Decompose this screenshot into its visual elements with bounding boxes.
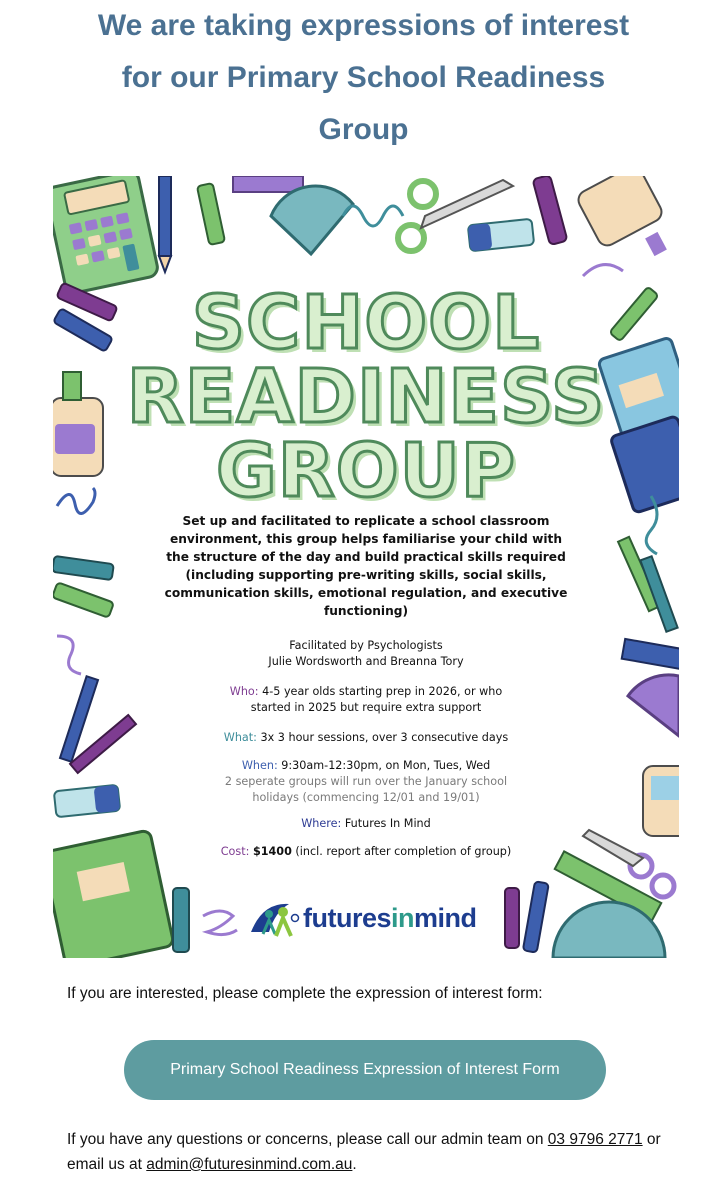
protractor-icon [271, 186, 353, 254]
crayon-icon [173, 888, 189, 952]
who-block [143, 684, 589, 716]
ruler-icon [233, 176, 303, 192]
eraser-icon [54, 785, 120, 818]
who-value-1: 4-5 year olds starting prep in 2026, or who [262, 685, 503, 698]
heading-line-1: We are taking expressions of interest [97, 9, 630, 42]
logo-text-mind: mind [414, 902, 477, 933]
when-value: 9:30am-12:30pm, on Mon, Tues, Wed [281, 759, 491, 772]
contact-middle: or email us at [67, 1131, 661, 1173]
what-label: What: [223, 731, 257, 744]
glue-icon [575, 176, 667, 256]
interest-text: If you are interested, please complete the expression of interest form: [67, 985, 543, 1002]
crayon-icon [505, 888, 519, 948]
crayon-icon [523, 881, 549, 952]
facilitator-names: Julie Wordsworth and Breanna Tory [268, 655, 464, 668]
cost-block [143, 844, 589, 860]
flyer-description: Set up and facilitated to replicate a school classroom environment, this group helps familiarise your child with the structure of the day and build practical skills required (including supporting pre-writing skills, social skills, communication skills, emotional regulation, and executive functioning) [164, 514, 568, 618]
cost-value: $1400 [252, 845, 292, 858]
phone-link[interactable]: 03 9796 2771 [547, 1131, 643, 1148]
expression-of-interest-button[interactable]: Primary School Readiness Expression of Interest Form [124, 1040, 606, 1100]
logo-text-in: in [391, 902, 415, 933]
when-note-1: 2 seperate groups will run over the January school [224, 775, 508, 788]
where-label: Where: [301, 817, 342, 830]
contact-text [67, 1127, 667, 1177]
crayon-icon [533, 176, 568, 245]
pencil-icon [618, 537, 678, 632]
facilitators-block [143, 638, 589, 670]
where-block [143, 816, 589, 832]
pencil-icon [159, 176, 171, 272]
what-block [143, 730, 589, 746]
logo-text-futures: futures [303, 902, 392, 933]
who-value-2: started in 2025 but require extra support [250, 701, 482, 714]
crayon-icon [53, 556, 114, 580]
school-readiness-flyer [53, 176, 679, 958]
squiggle-icon [583, 265, 623, 276]
who-label: Who: [229, 685, 259, 698]
flyer-title-line-1: SCHOOL [191, 280, 541, 366]
crayon-icon [197, 183, 225, 245]
people-icon [249, 898, 303, 938]
what-value: 3x 3 hour sessions, over 3 consecutive days [260, 731, 509, 744]
where-value: Futures In Mind [344, 817, 431, 830]
heading-line-2: for our Primary School Readiness [121, 61, 606, 94]
when-block [143, 758, 589, 806]
futuresinmind-logo [249, 898, 477, 938]
squiggle-icon [57, 636, 81, 674]
when-label: When: [241, 759, 278, 772]
contact-suffix: . [352, 1156, 357, 1173]
email-link[interactable]: admin@futuresinmind.com.au [146, 1156, 353, 1173]
cost-note: (incl. report after completion of group) [295, 845, 512, 858]
eraser-icon [468, 219, 534, 252]
crayon-icon [53, 582, 114, 618]
cost-label: Cost: [220, 845, 250, 858]
flyer-title-line-2: READINESS [126, 354, 606, 440]
pencil-icon [60, 676, 136, 773]
calculator-icon [53, 176, 159, 295]
flyer-title-line-3: GROUP [216, 428, 516, 514]
squiggle-icon [203, 911, 237, 935]
ruler-icon [622, 639, 679, 669]
protractor-icon [628, 675, 679, 736]
contact-prefix: If you have any questions or concerns, please call our admin team on [67, 1131, 544, 1148]
page-heading [0, 0, 727, 156]
facilitated-by-text: Facilitated by Psychologists [289, 639, 443, 652]
glue-icon [643, 766, 679, 836]
heading-line-3: Group [318, 113, 409, 146]
when-note-2: holidays (commencing 12/01 and 19/01) [252, 791, 480, 804]
squiggle-icon [343, 206, 403, 226]
